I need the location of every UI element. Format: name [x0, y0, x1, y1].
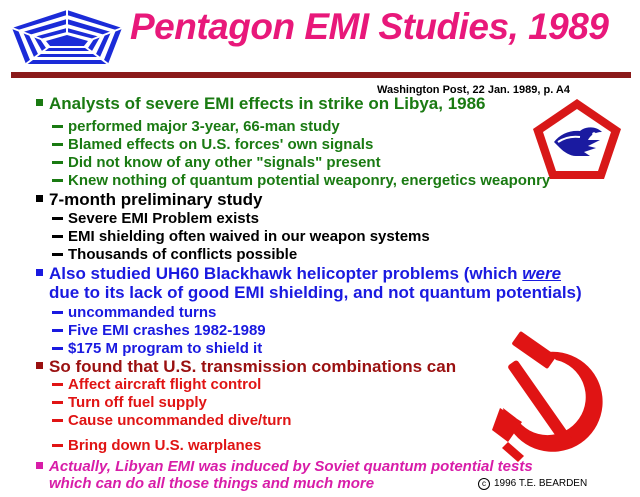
section-heading-continuation: which can do all those things and much more: [49, 475, 375, 492]
section-heading: Also studied UH60 Blackhawk helicopter problems (which were: [36, 264, 561, 284]
hammer-and-sickle-icon: [478, 330, 618, 470]
dash-icon: [52, 329, 63, 332]
section-heading: 7-month preliminary study: [36, 190, 262, 210]
section-heading: So found that U.S. transmission combinations can: [36, 357, 456, 377]
list-item: Severe EMI Problem exists: [52, 210, 259, 227]
list-item: uncommanded turns: [52, 304, 216, 321]
list-item: performed major 3-year, 66-man study: [52, 118, 340, 135]
page-title: Pentagon EMI Studies, 1989: [130, 6, 609, 47]
bullet-square-icon: [36, 269, 43, 276]
emphasis-word: were: [522, 264, 562, 283]
list-item: Knew nothing of quantum potential weaponry, energetics weaponry: [52, 172, 550, 189]
bullet-square-icon: [36, 462, 43, 469]
list-item: Cause uncommanded dive/turn: [52, 412, 291, 429]
copyright-notice: c 1996 T.E. BEARDEN: [478, 478, 587, 490]
dash-icon: [52, 125, 63, 128]
dash-icon: [52, 217, 63, 220]
section-heading: Analysts of severe EMI effects in strike on Libya, 1986: [36, 94, 486, 114]
title-divider: [11, 72, 631, 78]
dash-icon: [52, 253, 63, 256]
dash-icon: [52, 383, 63, 386]
list-item: EMI shielding often waived in our weapon systems: [52, 228, 430, 245]
pentagon-building-icon: [10, 8, 124, 66]
list-item: Five EMI crashes 1982-1989: [52, 322, 266, 339]
bullet-square-icon: [36, 362, 43, 369]
dash-icon: [52, 347, 63, 350]
list-item: Bring down U.S. warplanes: [52, 437, 261, 454]
dash-icon: [52, 444, 63, 447]
bullet-square-icon: [36, 99, 43, 106]
list-item: $175 M program to shield it: [52, 340, 262, 357]
list-item: Turn off fuel supply: [52, 394, 207, 411]
dash-icon: [52, 419, 63, 422]
copyright-icon: c: [478, 478, 490, 490]
section-heading: Actually, Libyan EMI was induced by Soviet quantum potential tests: [36, 458, 533, 475]
list-item: Blamed effects on U.S. forces' own signals: [52, 136, 373, 153]
dash-icon: [52, 311, 63, 314]
dash-icon: [52, 401, 63, 404]
dash-icon: [52, 143, 63, 146]
source-citation: Washington Post, 22 Jan. 1989, p. A4: [377, 84, 570, 96]
list-item: Thousands of conflicts possible: [52, 246, 297, 263]
section-heading-continuation: due to its lack of good EMI shielding, and not quantum potentials): [49, 283, 582, 302]
dash-icon: [52, 179, 63, 182]
bullet-square-icon: [36, 195, 43, 202]
list-item: Affect aircraft flight control: [52, 376, 261, 393]
dash-icon: [52, 235, 63, 238]
eagle-pentagon-emblem-icon: [530, 96, 624, 182]
list-item: Did not know of any other "signals" present: [52, 154, 381, 171]
dash-icon: [52, 161, 63, 164]
